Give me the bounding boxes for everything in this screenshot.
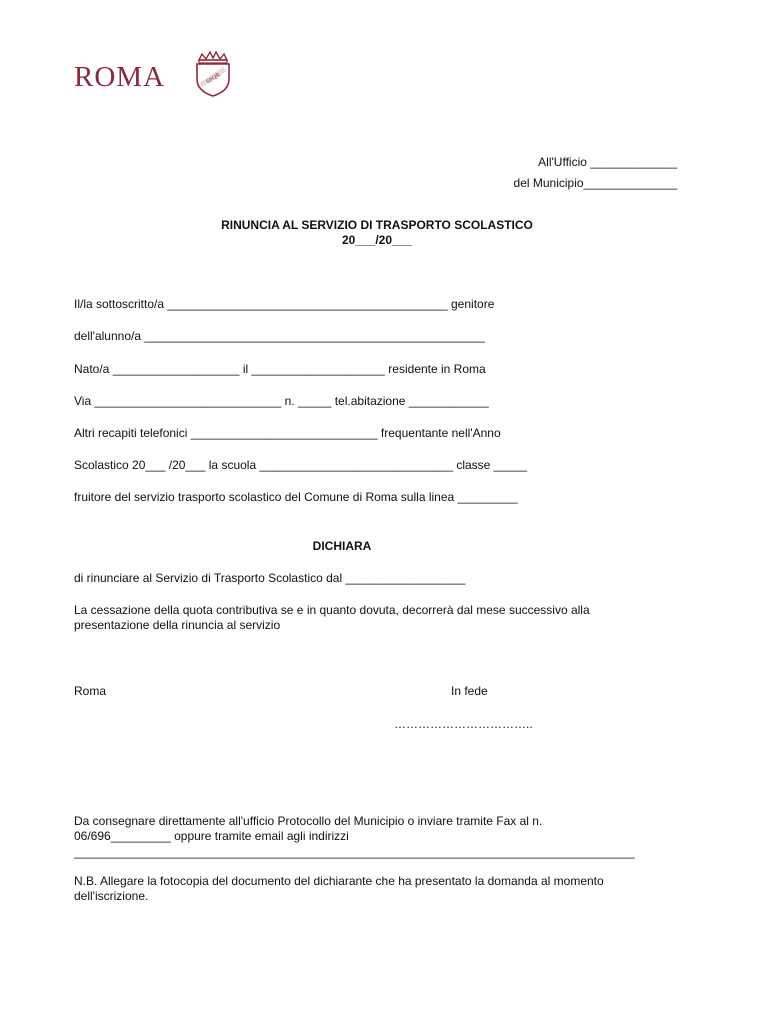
signature-place: Roma bbox=[74, 684, 107, 698]
declaration-paragraph-line1: La cessazione della quota contributiva se e in quanto dovuta, decorrerà dal mese successivo alla bbox=[74, 603, 590, 617]
rome-crest-icon bbox=[193, 51, 233, 97]
roma-logo-text: ROMA bbox=[74, 61, 166, 93]
form-line-phones: Altri recapiti telefonici ____________________________ frequentante nell'Anno bbox=[74, 426, 501, 440]
nb-line1: N.B. Allegare la fotocopia del documento del dichiarante che ha presentato la domanda al momento bbox=[74, 874, 604, 888]
form-line-pupil: dell'alunno/a ___________________________________________________ bbox=[74, 329, 485, 343]
declaration-paragraph-line2: presentazione della rinuncia al servizio bbox=[74, 618, 281, 632]
form-line-birth: Nato/a ___________________ il ____________________ residente in Roma bbox=[74, 362, 486, 376]
document-year: 20___/20___ bbox=[341, 233, 413, 247]
signature-dots: …………………………….. bbox=[394, 717, 533, 731]
form-line-signatory: Il/la sottoscritto/a __________________________________________ genitore bbox=[74, 297, 495, 311]
address-office: All'Ufficio _____________ bbox=[538, 155, 677, 169]
signature-label: In fede bbox=[451, 684, 488, 698]
form-line-school: Scolastico 20___ /20___ la scuola _____________________________ classe _____ bbox=[74, 458, 528, 472]
form-line-route: fruitore del servizio trasporto scolastico del Comune di Roma sulla linea _________ bbox=[74, 490, 518, 504]
declaration-line: di rinunciare al Servizio di Trasporto Scolastico dal __________________ bbox=[74, 571, 466, 585]
nb-line2: dell'iscrizione. bbox=[74, 889, 149, 903]
svg-text:SPQR: SPQR bbox=[205, 72, 222, 86]
document-title: RINUNCIA AL SERVIZIO DI TRASPORTO SCOLASTICO bbox=[221, 218, 533, 232]
footer-line2: 06/696_________ oppure tramite email agli indirizzi bbox=[74, 829, 349, 843]
form-line-address: Via ____________________________ n. _____ tel.abitazione ____________ bbox=[74, 394, 489, 408]
address-municipio: del Municipio______________ bbox=[513, 176, 677, 190]
footer-email-blank: ____________________________________________________________________________________ bbox=[74, 845, 635, 859]
footer-line1: Da consegnare direttamente all'ufficio Protocollo del Municipio o inviare tramite Fax al n. bbox=[74, 814, 543, 828]
declaration-heading: DICHIARA bbox=[312, 539, 372, 553]
